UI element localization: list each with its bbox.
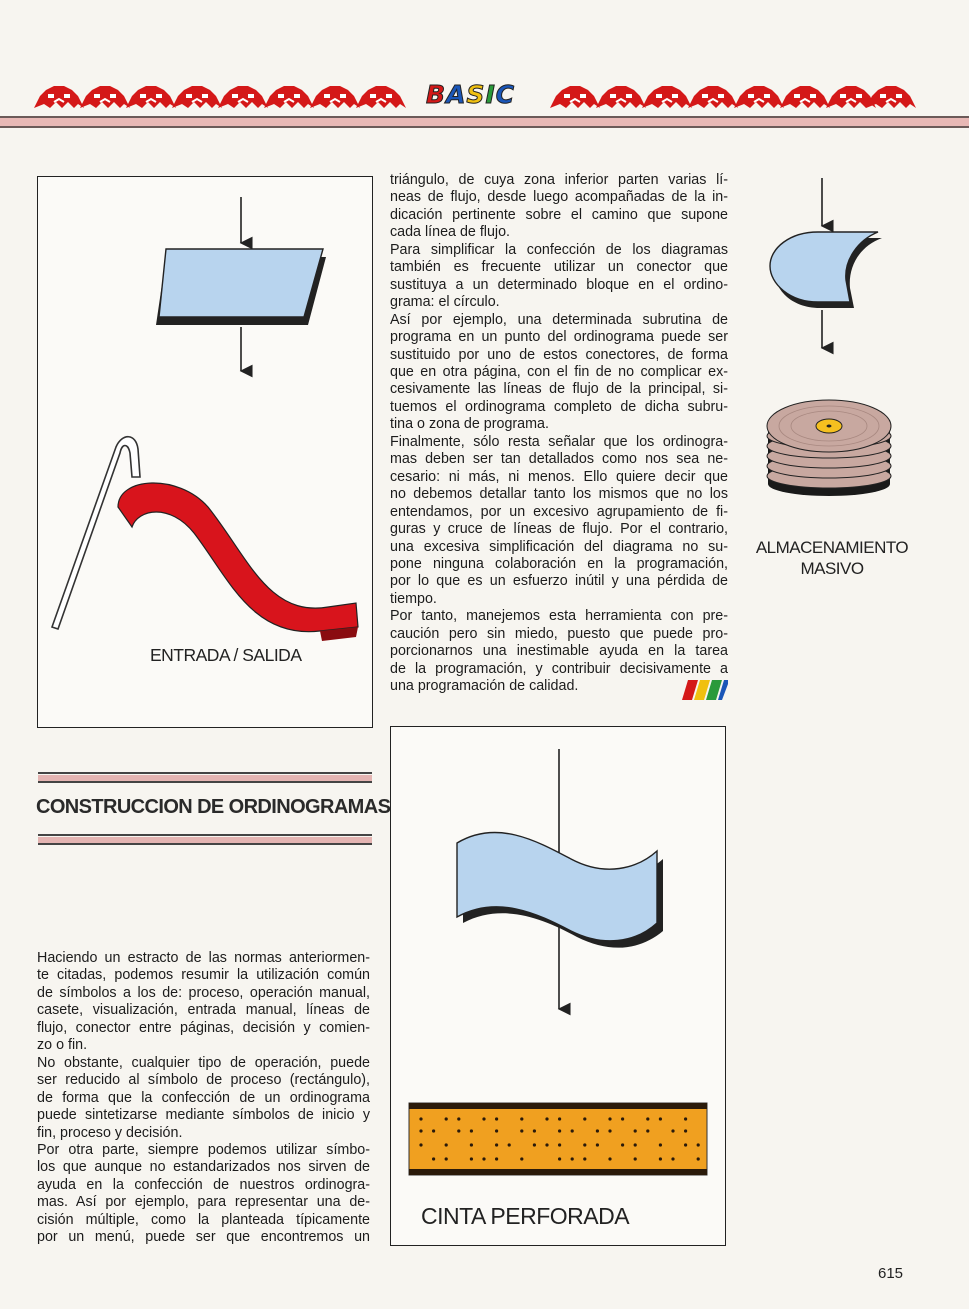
text-line: neas de flujo, desde luego acompañadas de la in- bbox=[390, 189, 728, 206]
header-rule-bottom bbox=[0, 126, 969, 128]
section-rule-bottom bbox=[38, 834, 372, 845]
tape-hole bbox=[583, 1157, 586, 1160]
text-line: No obstante, cualquier tipo de operación, puede bbox=[37, 1054, 370, 1071]
text-line: pone ninguna colaboración en la programación, bbox=[390, 555, 728, 572]
text-line: entendamos, por un excesivo agrupamiento de fi- bbox=[390, 503, 728, 520]
tape-hole bbox=[520, 1129, 523, 1132]
tape-hole bbox=[583, 1117, 586, 1120]
text-line: tuemos el ordinograma completo de dicha subru- bbox=[390, 398, 728, 415]
text-line: te citadas, podemos resumir la utilización común bbox=[37, 967, 370, 984]
tape-hole bbox=[419, 1129, 422, 1132]
tape-hole bbox=[697, 1157, 700, 1160]
text-line: tiempo. bbox=[390, 590, 437, 607]
tape-hole bbox=[495, 1157, 498, 1160]
text-line: de símbolos a los de: proceso, operación manual, bbox=[37, 984, 370, 1001]
tape-hole bbox=[608, 1157, 611, 1160]
tape-hole bbox=[482, 1157, 485, 1160]
text-line: Para simplificar la confección de los diagramas bbox=[390, 241, 728, 258]
tape-hole bbox=[659, 1143, 662, 1146]
text-line: por lo que es un esfuerzo inútil y una pérdida de bbox=[390, 573, 728, 590]
text-line: Por otra parte, siempre podemos utilizar símbo- bbox=[37, 1141, 370, 1158]
tape-hole bbox=[583, 1143, 586, 1146]
tape-hole bbox=[457, 1129, 460, 1132]
connector-and-disk-symbols bbox=[750, 170, 950, 500]
text-line: casete, visualización, entrada manual, líneas de bbox=[37, 1002, 370, 1019]
tape-hole bbox=[634, 1157, 637, 1160]
text-line: tina o zona de programa. bbox=[390, 416, 549, 433]
text-line: flujo, conector entre páginas, decisión y comien- bbox=[37, 1019, 370, 1036]
tape-hole bbox=[671, 1129, 674, 1132]
tape-hole bbox=[571, 1157, 574, 1160]
tape-hole bbox=[634, 1129, 637, 1132]
text-line: mas. Así por ejemplo, para representar una de- bbox=[37, 1194, 370, 1211]
caption-almacenamiento-line1: ALMACENAMIENTO bbox=[755, 538, 909, 557]
text-line: cesario: ni más, ni menos. Ello quiere decir que bbox=[390, 468, 728, 485]
text-line: Por tanto, manejemos esta herramienta con pre- bbox=[390, 608, 728, 625]
logo-letter: C bbox=[495, 80, 516, 109]
tape-hole bbox=[608, 1117, 611, 1120]
tape-hole bbox=[545, 1143, 548, 1146]
text-line: ser reducido al símbolo de proceso (rectángulo), bbox=[37, 1072, 370, 1089]
tape-hole bbox=[596, 1143, 599, 1146]
header-pink-band bbox=[0, 118, 969, 126]
tape-hole bbox=[533, 1143, 536, 1146]
text-line: porcionarnos una inestimable ayuda en la tarea bbox=[390, 643, 728, 660]
text-line: cesivamente las líneas de flujo de la principal, si- bbox=[390, 381, 728, 398]
invader-row-right bbox=[550, 86, 916, 108]
tape-hole bbox=[621, 1143, 624, 1146]
tape-hole bbox=[520, 1157, 523, 1160]
caption-entrada-salida: ENTRADA / SALIDA bbox=[150, 645, 302, 665]
tape-hole bbox=[470, 1143, 473, 1146]
section-rule-top bbox=[38, 772, 372, 783]
text-line: sustituido por uno de estos conectores, de forma bbox=[390, 346, 728, 363]
tape-hole bbox=[432, 1157, 435, 1160]
text-line: también es frecuente utilizar un conector que bbox=[390, 259, 728, 276]
text-line: caución pero sin miedo, puesto que puede pro- bbox=[390, 625, 728, 642]
caption-almacenamiento-line2: MASIVO bbox=[800, 559, 864, 578]
text-line: Haciendo un estracto de las normas anteriormen- bbox=[37, 950, 370, 966]
text-line: triángulo, de cuya zona inferior parten varias lí- bbox=[390, 172, 728, 188]
text-line: dicación pertinente sobre el camino que supone bbox=[390, 206, 728, 223]
figure-cinta-perforada bbox=[390, 726, 726, 1246]
tape-hole bbox=[659, 1157, 662, 1160]
tape-hole bbox=[533, 1129, 536, 1132]
text-line: los que aunque no estandarizados nos sirven de bbox=[37, 1159, 370, 1176]
tape-hole bbox=[608, 1129, 611, 1132]
tape-hole bbox=[684, 1129, 687, 1132]
tape-hole bbox=[621, 1117, 624, 1120]
section-title: CONSTRUCCION DE ORDINOGRAMAS bbox=[36, 796, 391, 818]
text-line: programa en un punto del ordinograma puede ser bbox=[390, 329, 728, 346]
text-line: guras y cruce de líneas de flujo. Por el contrario, bbox=[390, 521, 728, 538]
tape-hole bbox=[482, 1117, 485, 1120]
tape-hole bbox=[508, 1143, 511, 1146]
text-line: mas deben ser tan detallados como nos sea ne- bbox=[390, 451, 728, 468]
text-line: Así por ejemplo, una determinada subrutina de bbox=[390, 311, 728, 328]
connector-symbol bbox=[770, 232, 882, 308]
tape-hole bbox=[445, 1143, 448, 1146]
tape-hole bbox=[671, 1157, 674, 1160]
text-line: fin, proceso y decisión. bbox=[37, 1124, 183, 1141]
tape-hole bbox=[520, 1117, 523, 1120]
basic-logo-text bbox=[426, 80, 515, 109]
text-line: Finalmente, sólo resta señalar que los ordinogra- bbox=[390, 433, 728, 450]
basic-logo bbox=[426, 80, 518, 110]
tape-hole bbox=[697, 1143, 700, 1146]
text-line: zo o fin. bbox=[37, 1037, 88, 1054]
invader-row-left bbox=[34, 86, 406, 108]
tape-hole bbox=[684, 1143, 687, 1146]
tape-hole bbox=[445, 1117, 448, 1120]
tape-hole bbox=[419, 1143, 422, 1146]
text-line: cada línea de flujo. bbox=[390, 224, 511, 241]
slide-drawing bbox=[52, 437, 358, 641]
logo-letter: I bbox=[485, 80, 496, 109]
tape-hole bbox=[634, 1143, 637, 1146]
tape-hole bbox=[659, 1117, 662, 1120]
page-number: 615 bbox=[878, 1265, 904, 1282]
left-column-text bbox=[37, 950, 370, 1247]
text-line: grama: el círculo. bbox=[390, 294, 500, 311]
right-column-text bbox=[390, 172, 728, 696]
tape-hole bbox=[596, 1129, 599, 1132]
text-line: cisión múltiple, como la planteada típicamente bbox=[37, 1211, 370, 1228]
tape-hole bbox=[558, 1117, 561, 1120]
logo-letter: B bbox=[426, 80, 447, 109]
text-line: que en otra página, con el fin de no complicar ex- bbox=[390, 363, 728, 380]
tape-hole bbox=[445, 1157, 448, 1160]
tape-hole bbox=[571, 1129, 574, 1132]
tape-hole bbox=[558, 1143, 561, 1146]
text-line: por un menú, puede ser que encontremos un bbox=[37, 1229, 370, 1246]
tape-hole bbox=[495, 1143, 498, 1146]
text-line: ayuda en la confección de nuestros ordinogra- bbox=[37, 1176, 370, 1193]
caption-almacenamiento bbox=[752, 537, 912, 579]
tape-hole bbox=[646, 1117, 649, 1120]
text-line: no debemos detallar tanto los mismos que no los bbox=[390, 486, 728, 503]
text-line: sustituya a un determinado bloque en el ordino- bbox=[390, 276, 728, 293]
tape-hole bbox=[470, 1157, 473, 1160]
figure-entrada-salida bbox=[37, 176, 373, 728]
tape-hole bbox=[646, 1129, 649, 1132]
text-line: de la programación, y contribuir decisivamente a bbox=[390, 660, 728, 677]
logo-letter: A bbox=[446, 80, 467, 109]
tape-hole bbox=[558, 1157, 561, 1160]
caption-cinta-perforada: CINTA PERFORADA bbox=[421, 1203, 630, 1229]
text-line: una excesiva simplificación del diagrama no su- bbox=[390, 538, 728, 555]
tape-hole bbox=[495, 1129, 498, 1132]
tape-hole bbox=[558, 1129, 561, 1132]
tape-hole bbox=[545, 1117, 548, 1120]
disk-stack-symbol bbox=[767, 400, 891, 496]
tape-hole bbox=[495, 1117, 498, 1120]
orange-tape-strip bbox=[409, 1103, 707, 1175]
punched-tape-symbol bbox=[457, 832, 663, 947]
parallelogram-symbol bbox=[156, 249, 326, 325]
logo-letter: S bbox=[466, 80, 486, 109]
text-line: de forma que la confección de un ordinograma bbox=[37, 1089, 370, 1106]
tape-hole bbox=[432, 1129, 435, 1132]
page-header bbox=[0, 0, 969, 140]
text-line: una programación de calidad. bbox=[390, 678, 579, 695]
tape-hole bbox=[457, 1117, 460, 1120]
tape-hole bbox=[419, 1117, 422, 1120]
text-line: puede sintetizarse mediante símbolos de inicio y bbox=[37, 1107, 370, 1124]
tape-hole bbox=[470, 1129, 473, 1132]
section-end-stripes bbox=[680, 680, 728, 700]
tape-hole bbox=[684, 1117, 687, 1120]
cinta-perforada-illustration bbox=[391, 727, 725, 1245]
